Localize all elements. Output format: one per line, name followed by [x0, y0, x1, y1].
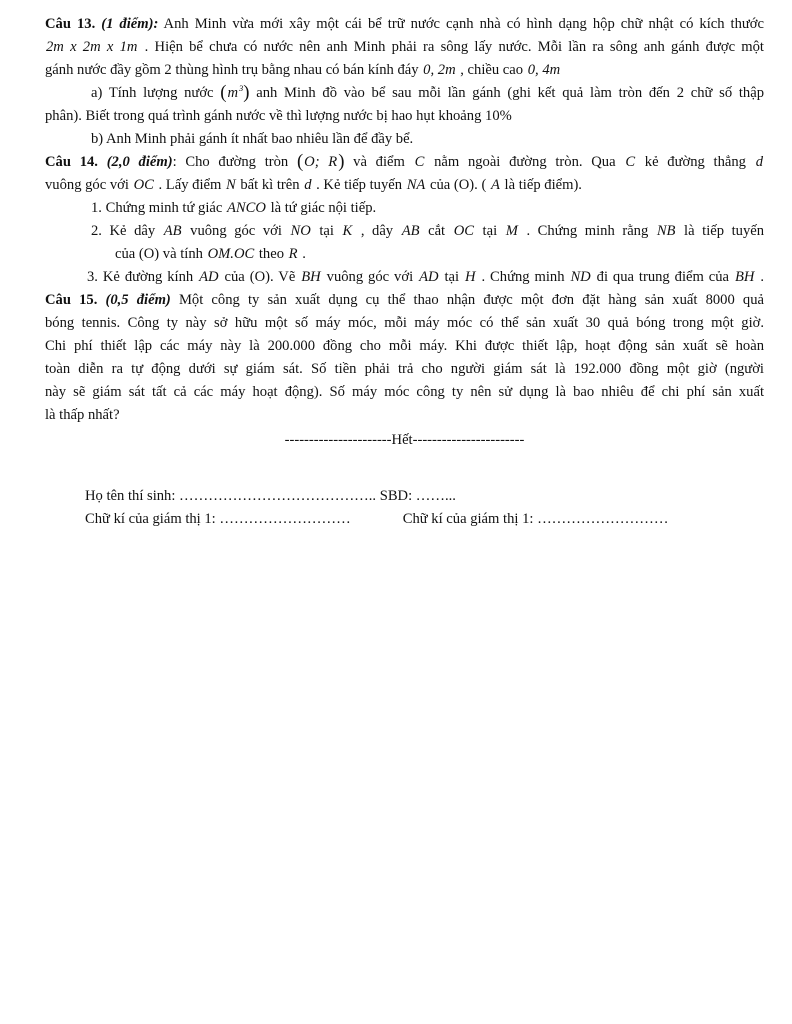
text-run: gánh nước đầy gồm 2 thùng hình trụ bằng nhau có bán kính đáy: [45, 62, 423, 78]
text-run: tại: [474, 223, 505, 239]
q13-line-1: [45, 13, 764, 36]
text-run: của (O). Vẽ: [219, 269, 301, 285]
text-run: d: [304, 177, 312, 193]
text-run: OC: [133, 177, 154, 193]
text-run: cắt: [420, 223, 453, 239]
text-run: A: [490, 177, 500, 193]
text-run: ANCO: [227, 200, 266, 216]
text-run: H: [464, 269, 476, 285]
text-run: .: [755, 269, 764, 285]
text-run: này sẽ giám sát tất cả các máy hoạt động). Số máy móc công ty nên sử dụng là bao nhiêu để chi phí sản xuất: [45, 384, 764, 400]
text-run: M: [505, 223, 518, 239]
text-run: C: [414, 154, 425, 170]
text-run: (: [296, 151, 304, 172]
text-run: là tứ giác nội tiếp.: [266, 200, 377, 216]
q13-line-2: [45, 36, 764, 59]
text-run: bóng tennis. Công ty này sở hữu một số máy móc, mỗi máy móc có thể sản xuất 30 quả bóng trong một giờ.: [45, 315, 764, 331]
text-run: BH: [734, 269, 755, 285]
end-divider-text: ----------------------Hết-----------------------: [284, 432, 525, 448]
text-run: BH: [301, 269, 321, 285]
text-run: 2. Kẻ dây: [91, 223, 163, 239]
text-run: d: [755, 154, 764, 170]
q15-line-6: [45, 404, 764, 427]
text-run: a) Tính lượng nước: [91, 85, 221, 101]
q14-item-1: [45, 197, 764, 220]
text-run: bất kì trên: [236, 177, 304, 193]
text-run: kẻ đường thẳng: [636, 154, 755, 170]
text-run: ): [243, 82, 250, 103]
q13-part-a-line-2: [45, 105, 764, 128]
text-run: vuông góc với: [45, 177, 133, 193]
question-13-label: Câu 13.: [45, 16, 96, 32]
question-13-points: (1 điểm):: [101, 16, 159, 32]
q14-item-2-line-1: [45, 220, 764, 243]
question-15-points: (0,5 điểm): [105, 292, 171, 308]
text-run: OC: [453, 223, 474, 239]
text-run: N: [225, 177, 236, 193]
text-run: Anh Minh vừa mới xây một cái bể trữ nước cạnh nhà có hình dạng hộp chữ nhật có kích thước: [158, 16, 764, 32]
question-14-points: (2,0 điểm): [106, 154, 173, 170]
text-run: OM.OC: [207, 246, 255, 262]
text-run: .: [298, 246, 306, 262]
text-run: . Chứng minh rằng: [518, 223, 656, 239]
q15-line-5: [45, 381, 764, 404]
text-run: ): [338, 151, 345, 172]
text-run: của (O) và tính: [115, 246, 207, 262]
proctor-2-signature: Chữ kí của giám thị 1: ………………………: [402, 511, 669, 527]
candidate-name-row: [45, 485, 764, 508]
text-run: NB: [656, 223, 676, 239]
q15-line-1: [45, 289, 764, 312]
text-run: ND: [570, 269, 591, 285]
q15-line-2: [45, 312, 764, 335]
q14-line-1: [45, 151, 764, 174]
text-run: R: [288, 246, 298, 262]
text-run: 0, 4m: [527, 62, 561, 78]
text-run: C: [625, 154, 636, 170]
text-run: 1. Chứng minh tứ giác: [91, 200, 226, 216]
text-run: tại: [439, 269, 464, 285]
text-run: vuông góc với: [182, 223, 290, 239]
text-run: là tiếp tuyến: [676, 223, 765, 239]
text-run: , dây: [353, 223, 401, 239]
text-run: AD: [419, 269, 439, 285]
text-run: phân). Biết trong quá trình gánh nước về thì lượng nước bị hao hụt khoảng 10%: [45, 108, 512, 124]
text-run: của (O). (: [426, 177, 490, 193]
question-15-label: Câu 15.: [45, 292, 98, 308]
text-run: : Cho đường tròn: [172, 154, 297, 170]
text-run: NA: [406, 177, 426, 193]
text-run: (: [220, 82, 227, 103]
text-run: [97, 292, 105, 308]
question-14-label: Câu 14.: [45, 154, 98, 170]
candidate-name-and-sbd: Họ tên thí sinh: ………………………………….. SBD: ……...: [85, 488, 456, 504]
text-run: AD: [199, 269, 219, 285]
proctor-signature-row: [45, 508, 764, 531]
q15-line-3: [45, 335, 764, 358]
text-run: 3. Kẻ đường kính: [87, 269, 199, 285]
end-divider: [45, 429, 764, 452]
text-run: theo: [255, 246, 288, 262]
text-run: đi qua trung điểm của: [591, 269, 734, 285]
exam-document: [45, 13, 764, 531]
text-run: , chiều cao: [456, 62, 527, 78]
text-run: AB: [401, 223, 420, 239]
text-run: Một công ty sản xuất dụng cụ thể thao nhận được một đơn đặt hàng sản xuất 8000 quả: [170, 292, 764, 308]
q14-line-2: [45, 174, 764, 197]
text-run: toàn diễn ra tự động dưới sự giám sát. Số tiền phải trả cho người giám sát là 192.000 đồng một giờ (người: [45, 361, 764, 377]
text-run: m: [227, 85, 239, 101]
text-run: nằm ngoài đường tròn. Qua: [425, 154, 625, 170]
text-run: Chi phí thiết lập các máy này là 200.000 đồng cho mỗi máy. Khi được thiết lập, hoạt động sản xuất sẽ hoàn: [45, 338, 764, 354]
text-run: . Hiện bể chưa có nước nên anh Minh phải ra sông lấy nước. Mỗi lần ra sông anh gánh được một: [138, 39, 764, 55]
text-run: [98, 154, 107, 170]
text-run: 3: [239, 83, 244, 94]
q13-part-a-line-1: [45, 82, 764, 105]
text-run: O; R: [304, 154, 338, 170]
text-run: 2m x 2m x 1m: [46, 39, 138, 55]
q13-line-3: [45, 59, 764, 82]
text-run: NO: [290, 223, 311, 239]
text-run: 0, 2m: [423, 62, 456, 78]
proctor-1-signature: Chữ kí của giám thị 1: ………………………: [85, 511, 351, 527]
q15-line-4: [45, 358, 764, 381]
text-run: tại: [311, 223, 342, 239]
q14-item-3: [45, 266, 764, 289]
text-run: . Kẻ tiếp tuyến: [312, 177, 406, 193]
text-run: anh Minh đồ vào bể sau mỗi lần gánh (ghi kết quả làm tròn đến 2 chữ số thập: [249, 85, 764, 101]
text-run: K: [342, 223, 353, 239]
text-run: là thấp nhất?: [45, 407, 120, 423]
text-run: AB: [163, 223, 182, 239]
text-run: b) Anh Minh phải gánh ít nhất bao nhiêu lần để đầy bể.: [91, 131, 414, 147]
text-run: là tiếp điểm).: [500, 177, 582, 193]
text-run: . Chứng minh: [476, 269, 570, 285]
text-run: . Lấy điểm: [154, 177, 225, 193]
text-run: vuông góc với: [321, 269, 419, 285]
text-run: và điểm: [344, 154, 414, 170]
q14-item-2-line-2: [45, 243, 764, 266]
q13-part-b: [45, 128, 764, 151]
